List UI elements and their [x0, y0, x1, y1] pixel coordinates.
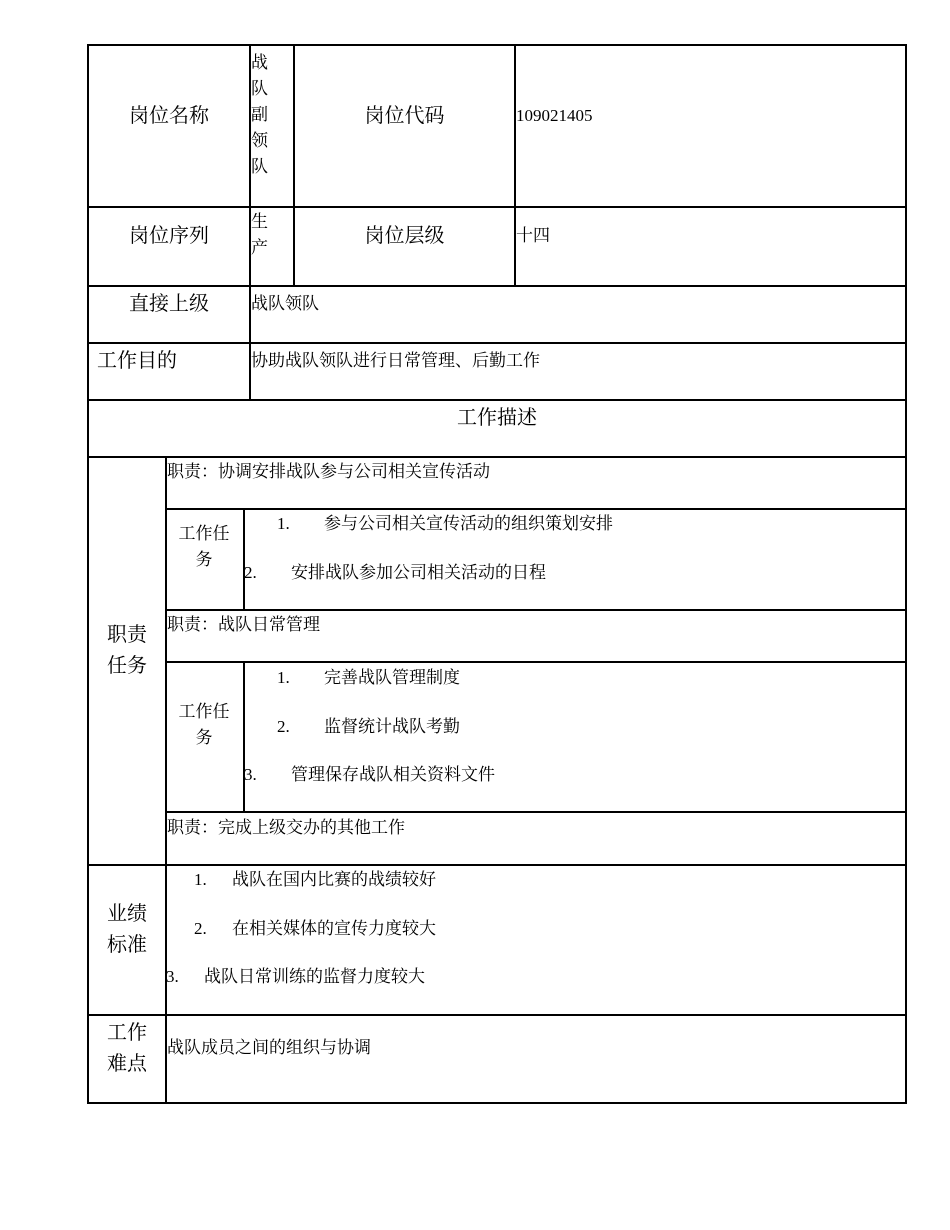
table-border-bottom [87, 1102, 907, 1104]
purpose-label: 工作目的 [97, 348, 177, 372]
description-title: 工作描述 [457, 405, 537, 429]
row-divider [87, 399, 907, 401]
duty-title: 职责：战队日常管理 [167, 615, 320, 634]
task-number: 1. [277, 668, 290, 687]
task-text: 监督统计战队考勤 [324, 717, 460, 736]
col-divider [243, 661, 245, 812]
table-border-top [87, 44, 907, 46]
duties-section-label: 职责 [107, 622, 147, 646]
item-text: 战队在国内比赛的战绩较好 [232, 870, 436, 889]
item-number: 1. [194, 870, 207, 889]
duties-section-label: 任务 [107, 653, 147, 677]
item-number: 2. [194, 919, 207, 938]
performance-label: 业绩 [107, 901, 147, 925]
difficulty-label: 难点 [107, 1051, 147, 1075]
col-divider [293, 44, 295, 286]
duty-title: 职责：完成上级交办的其他工作 [167, 818, 405, 837]
post-series-value: 生产 [251, 212, 268, 257]
row-divider [87, 342, 907, 344]
row-divider [87, 1014, 907, 1016]
task-number: 1. [277, 514, 290, 533]
item-text: 战队日常训练的监督力度较大 [204, 967, 425, 986]
task-label: 务 [195, 728, 213, 748]
post-name-value: 战队副领队 [251, 53, 268, 176]
duty-title: 职责：协调安排战队参与公司相关宣传活动 [167, 462, 490, 481]
superior-label: 直接上级 [129, 291, 209, 315]
task-text: 完善战队管理制度 [324, 668, 460, 687]
task-label: 工作任 [178, 524, 230, 544]
performance-item [166, 968, 425, 985]
row-divider [165, 609, 907, 611]
col-divider [514, 44, 516, 286]
item-text: 在相关媒体的宣传力度较大 [232, 919, 436, 938]
superior-value: 战队领队 [251, 294, 319, 313]
difficulty-label: 工作 [107, 1020, 147, 1044]
post-name-label: 岗位名称 [129, 103, 209, 127]
table-border-right [905, 44, 907, 1104]
task-label: 务 [195, 550, 213, 570]
task-item [244, 766, 495, 783]
performance-item [194, 871, 436, 888]
post-level-value: 十四 [516, 226, 550, 245]
task-item [277, 515, 613, 532]
task-item [277, 718, 460, 735]
col-divider [243, 508, 245, 610]
task-item [244, 564, 546, 581]
performance-item [194, 920, 436, 937]
row-divider [87, 456, 907, 458]
post-code-value: 109021405 [516, 106, 593, 125]
difficulty-value: 战队成员之间的组织与协调 [167, 1038, 371, 1057]
task-number: 2. [277, 717, 290, 736]
purpose-value: 协助战队领队进行日常管理、后勤工作 [251, 351, 540, 370]
post-level-label: 岗位层级 [364, 223, 445, 247]
post-code-label: 岗位代码 [364, 103, 445, 127]
row-divider [87, 206, 907, 208]
row-divider [87, 285, 907, 287]
task-number: 2. [244, 563, 257, 582]
row-divider [87, 864, 907, 866]
row-divider [165, 661, 907, 663]
task-text: 参与公司相关宣传活动的组织策划安排 [324, 514, 613, 533]
row-divider [165, 508, 907, 510]
row-divider [165, 811, 907, 813]
task-item [277, 669, 460, 686]
item-number: 3. [166, 967, 179, 986]
task-text: 管理保存战队相关资料文件 [291, 765, 495, 784]
task-text: 安排战队参加公司相关活动的日程 [291, 563, 546, 582]
performance-label: 标准 [107, 932, 147, 956]
task-label: 工作任 [178, 702, 230, 722]
post-series-label: 岗位序列 [129, 223, 209, 247]
task-number: 3. [244, 765, 257, 784]
